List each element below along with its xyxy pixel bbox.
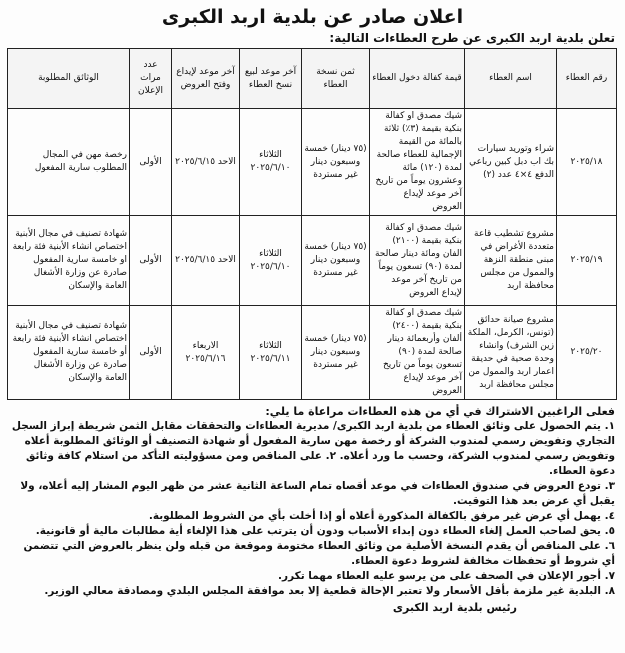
- cell-name: شراء وتوريد سيارات بك اب دبل كبين رباعي الدفع ٤×٤ عدد (٢): [465, 109, 557, 216]
- cell-submission-deadline: الاربعاء ٢٠٢٥/٦/١٦: [172, 306, 240, 400]
- cell-guarantee: شيك مصدق او كفالة بنكية بقيمة (٢١٠٠) الفان ومائة دينار صالحة لمدة (٩٠) تسعون يوماً من تاريخ آخر موعد لإيداع العروض: [370, 216, 465, 306]
- cell-guarantee: شيك مصدق او كفالة بنكية بقيمة (٢٤٠٠) ألفان وأربعمائة دينار صالحة لمدة (٩٠) تسعون يوماً من تاريخ آخر موعد لإيداع العروض: [370, 306, 465, 400]
- cell-documents: شهادة تصنيف في مجال الأبنية اختصاص انشاء الأبنية فئة رابعة أو خامسة سارية المفعول صادرة عن وزارة الأشغال العامة والإسكان: [8, 306, 130, 400]
- cell-submission-deadline: الاحد ٢٠٢٥/٦/١٥: [172, 216, 240, 306]
- cell-submission-deadline: الاحد ٢٠٢٥/٦/١٥: [172, 109, 240, 216]
- table-header-row: [8, 49, 617, 109]
- cell-sale-deadline: الثلاثاء ٢٠٢٥/٦/١١: [240, 306, 302, 400]
- header-times: عدد مرات الإعلان: [130, 49, 172, 109]
- announcement-title: اعلان صادر عن بلدية اربد الكبرى: [161, 6, 464, 28]
- cell-sale-deadline: الثلاثاء ٢٠٢٥/٦/١٠: [240, 216, 302, 306]
- table-row: [8, 306, 617, 400]
- cell-name: مشروع صيانة حدائق (تونس، الكرمل، الملكة زين الشرف) وانشاء وحدة صحية في حديقة اعمار اربد والممول من مجلس محافظة اربد: [465, 306, 557, 400]
- cell-guarantee: شيك مصدق او كفالة بنكية بقيمة (٣٪) ثلاثة بالمائة من القيمة الإجمالية للعطاء صالحة لمدة (١٢٠) مائة وعشرون يوماً من تاريخ آخر موعد لإيداع العروض: [370, 109, 465, 216]
- cell-price: (٧٥ دينار) خمسة وسبعون دينار غير مستردة: [302, 109, 370, 216]
- tenders-table: [7, 48, 617, 400]
- cell-price: (٧٥ دينار) خمسة وسبعون دينار غير مستردة: [302, 306, 370, 400]
- cell-times: الأولى: [130, 109, 172, 216]
- notes-title: فعلى الراغبين الاشتراك في أي من هذه العطاءات مراعاة ما يلي:: [265, 405, 615, 418]
- cell-documents: شهادة تصنيف في مجال الأبنية اختصاص انشاء الأبنية فئة رابعة او خامسة سارية المفعول صادرة عن وزارة الأشغال العامة والإسكان: [8, 216, 130, 306]
- cell-times: الأولى: [130, 216, 172, 306]
- table-row: [8, 216, 617, 306]
- header-sale-deadline: آخر موعد لبيع نسخ العطاء: [240, 49, 302, 109]
- cell-sale-deadline: الثلاثاء ٢٠٢٥/٦/١٠: [240, 109, 302, 216]
- note-item: ٥. يحق لصاحب العمل إلغاء العطاء دون إبداء الأسباب ودون أن يترتب على هذا الإلغاء أية مطالبات مالية أو قانونية.: [35, 525, 615, 537]
- note-item: ٤. يهمل أي عرض غير مرفق بالكفالة المذكورة أعلاه أو إذا أخلت بأي من الشروط المطلوبة.: [148, 510, 615, 522]
- cell-name: مشروع تشطيب قاعة متعددة الأغراض في مبنى منطقة النزهة والممول من مجلس محافظة اربد: [465, 216, 557, 306]
- header-guarantee: قيمة كفالة دخول العطاء: [370, 49, 465, 109]
- notes-list: [8, 419, 617, 599]
- header-tender-name: اسم العطاء: [465, 49, 557, 109]
- cell-price: (٧٥ دينار) خمسة وسبعون دينار غير مستردة: [302, 216, 370, 306]
- header-submission-deadline: آخر موعد لإيداع وفتح العروض: [172, 49, 240, 109]
- header-price: ثمن نسخة العطاء: [302, 49, 370, 109]
- cell-documents: رخصة مهن في المجال المطلوب سارية المفعول: [8, 109, 130, 216]
- cell-number: ٢٠٢٥/١٩: [557, 216, 617, 306]
- table-row: [8, 109, 617, 216]
- header-tender-number: رقم العطاء: [557, 49, 617, 109]
- announcement-intro: تعلن بلدية اربد الكبرى عن طرح العطاءات التالية:: [329, 31, 615, 45]
- cell-number: ٢٠٢٥/٢٠: [557, 306, 617, 400]
- header-documents: الوثائق المطلوبة: [8, 49, 130, 109]
- note-item: ٣. تودع العروض في صندوق العطاءات في موعد أقصاه تمام الساعة الثانية عشر من ظهر اليوم المشار إليه أعلاه، ولا يقبل أي عرض بعد هذا التوقيت.: [20, 480, 615, 507]
- signature: رئيس بلدية اربد الكبرى: [392, 601, 517, 614]
- cell-number: ٢٠٢٥/١٨: [557, 109, 617, 216]
- note-item: ٧. أجور الإعلان في الصحف على من يرسو عليه العطاء مهما تكرر.: [278, 570, 615, 582]
- note-item: ٦. على المناقص أن يقدم النسخة الأصلية من وثائق العطاء مختومة وموقعة من قبله ولن ينظر بالعروض التي تتضمن أي شروط أو تحفظات مخالفة لشروط دعوة العطاء.: [23, 540, 615, 567]
- note-item: ٨. البلدية غير ملزمة بأقل الأسعار ولا تعتبر الإحالة قطعية إلا بعد موافقة المجلس البلدي ومصادقة معالي الوزير.: [44, 585, 615, 597]
- note-item: ١. يتم الحصول على وثائق العطاء من بلدية اربد الكبرى/ مديرية العطاءات والتحققات مقابل الثمن شريطة إبراز السجل التجاري وتفويض رسمي لمندوب الشركة أو رخصة مهن سارية المفعول أو شهادة التصنيف أو الوثائق المطلوبة أعلاه وتفويض رسمي لمندوب الشركة، وحسب ما ورد أعلاه. ٢. على المناقص ومن مسؤوليته التأكد من استلام كافة وثائق دعوة العطاء.: [11, 420, 615, 477]
- cell-times: الأولى: [130, 306, 172, 400]
